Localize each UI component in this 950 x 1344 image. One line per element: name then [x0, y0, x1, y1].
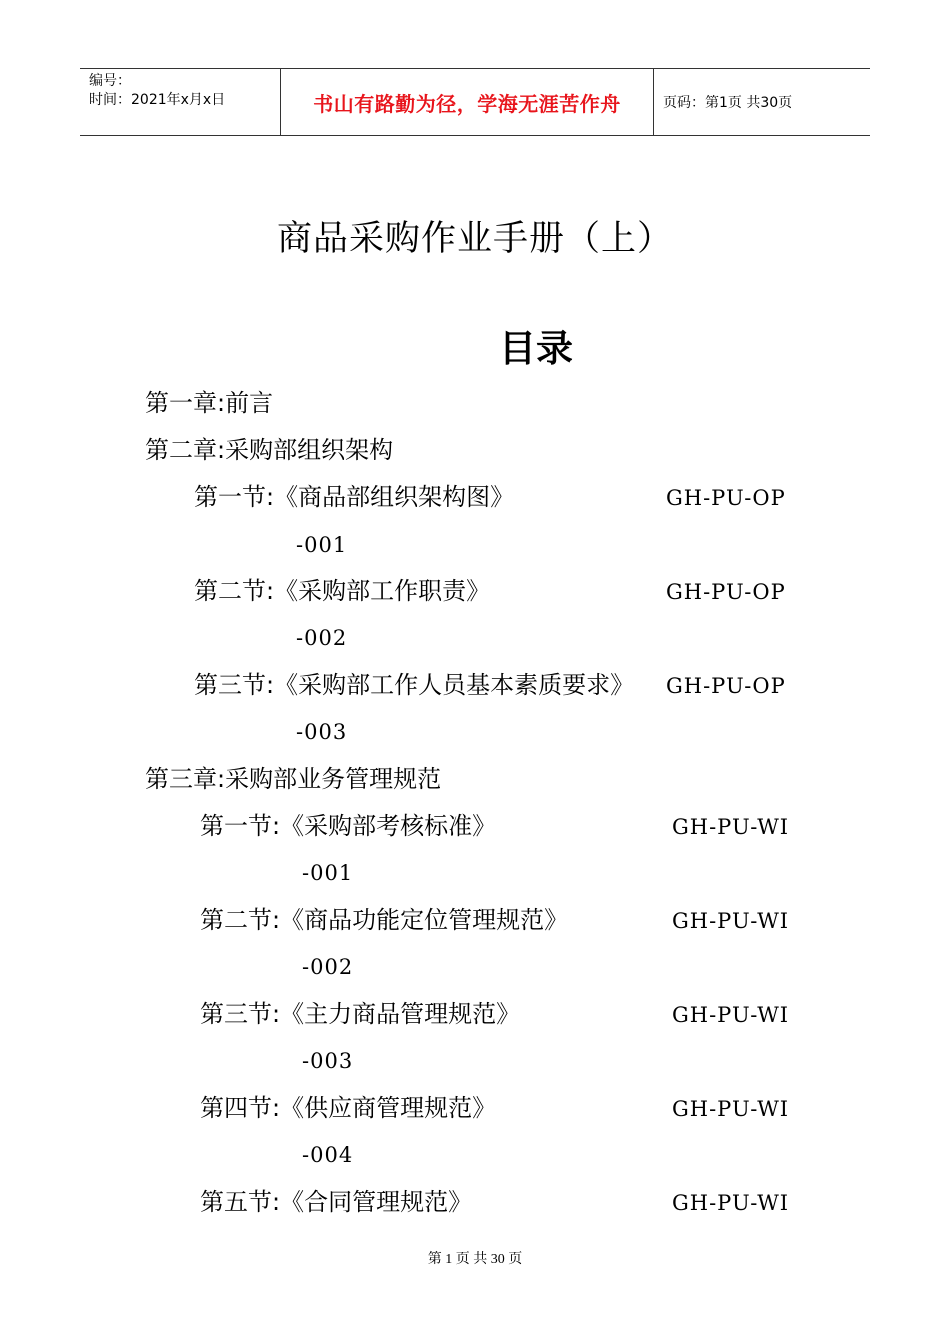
toc-ch3-section-4-number: -004 [302, 1143, 354, 1167]
toc-chapter-1: 第一章:前言 [145, 389, 274, 417]
toc-chapter-2: 第二章:采购部组织架构 [145, 436, 394, 464]
toc-ch2-section-2: 第二节:《采购部工作职责》 [194, 577, 491, 605]
toc-ch3-section-4: 第四节:《供应商管理规范》 [200, 1094, 497, 1122]
toc-ch3-section-1-number: -001 [302, 861, 354, 885]
toc-ch3-section-1-code: GH-PU-WI [672, 815, 790, 839]
toc-ch2-section-1: 第一节:《商品部组织架构图》 [194, 483, 515, 511]
toc-ch2-section-3: 第三节:《采购部工作人员基本素质要求》 [194, 671, 635, 699]
toc-ch3-section-3-number: -003 [302, 1049, 354, 1073]
toc-ch3-section-3: 第三节:《主力商品管理规范》 [200, 1000, 521, 1028]
page-footer: 第 1 页 共 30 页 [427, 1252, 523, 1267]
motto: 书山有路勤为径，学海无涯苦作舟 [281, 69, 654, 135]
toc-ch2-section-3-number: -003 [296, 720, 348, 744]
toc-ch3-section-4-code: GH-PU-WI [672, 1097, 790, 1121]
toc-ch2-section-1-number: -001 [296, 533, 348, 557]
toc-ch2-section-2-number: -002 [296, 626, 348, 650]
header-table [80, 68, 870, 136]
toc-chapter-3: 第三章:采购部业务管理规范 [145, 765, 442, 793]
toc-ch3-section-2: 第二节:《商品功能定位管理规范》 [200, 906, 569, 934]
number-label: 编号： [89, 73, 131, 89]
header-meta-cell [80, 69, 281, 135]
time-label: 时间：2021年x月x日 [89, 92, 226, 108]
toc-ch2-section-1-code: GH-PU-OP [666, 486, 786, 510]
page-info: 页码：第1页 共30页 [663, 95, 793, 111]
toc-ch3-section-5-code: GH-PU-WI [672, 1191, 790, 1215]
toc-title: 目录 [499, 327, 573, 370]
toc-ch3-section-1: 第一节:《采购部考核标准》 [200, 812, 497, 840]
toc-ch2-section-2-code: GH-PU-OP [666, 580, 786, 604]
document-title: 商品采购作业手册（上） [276, 219, 673, 259]
toc-ch3-section-5: 第五节:《合同管理规范》 [200, 1188, 473, 1216]
toc-ch3-section-2-number: -002 [302, 955, 354, 979]
toc-ch3-section-2-code: GH-PU-WI [672, 909, 790, 933]
toc-ch2-section-3-code: GH-PU-OP [666, 674, 786, 698]
toc-ch3-section-3-code: GH-PU-WI [672, 1003, 790, 1027]
